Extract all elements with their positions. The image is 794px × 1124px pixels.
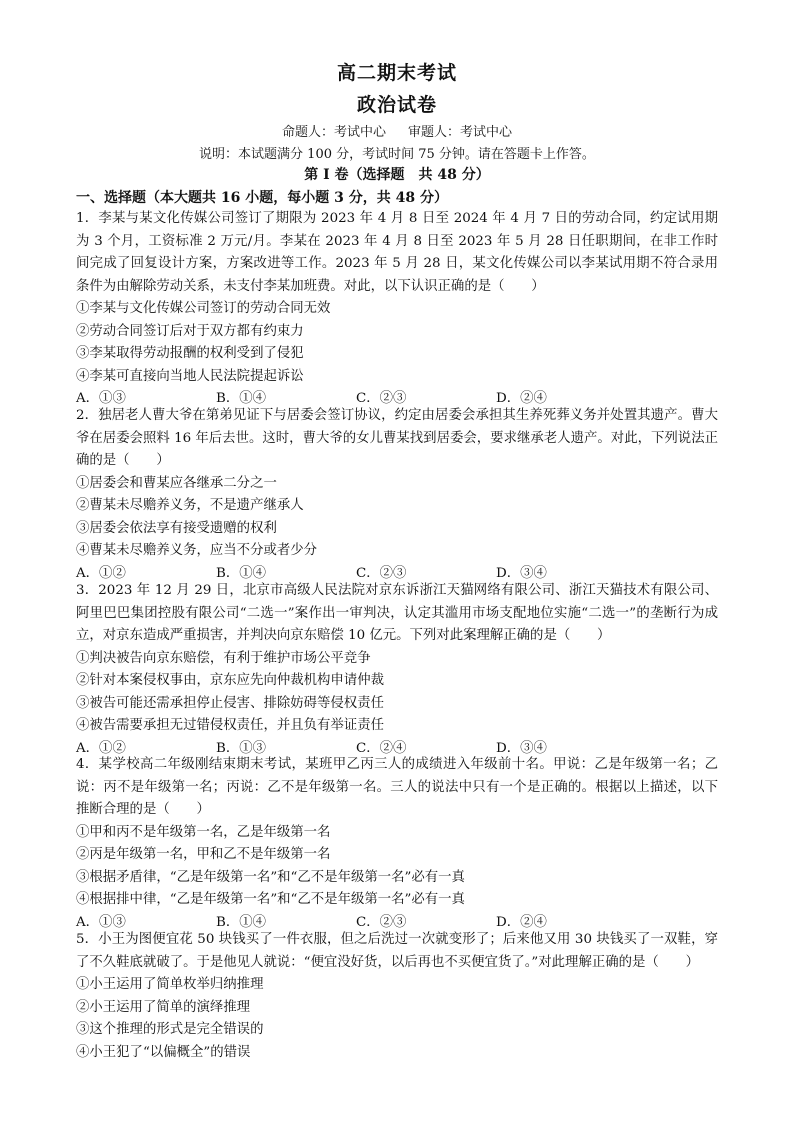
question-stem: 4．某学校高二年级刚结束期末考试，某班甲乙丙三人的成绩进入年级前十名。甲说：乙是年级第一名；乙说：丙不是年级第一名；丙说：乙不是年级第一名。三人的说法中只有一个是正确的。根据以上描述，以下推断合理的是（ ） bbox=[76, 757, 718, 817]
setter-text: 命题人：考试中心 bbox=[281, 125, 386, 140]
statement: ④根据排中律，“乙是年级第一名”和“乙不是年级第一名”必有一真 bbox=[76, 892, 465, 907]
option-b: B．①④ bbox=[216, 391, 267, 406]
option-b: B．①③ bbox=[216, 740, 267, 756]
statement: ④被告需要承担无过错侵权责任，并且负有举证责任 bbox=[76, 718, 384, 733]
statement: ③李某取得劳动报酬的权利受到了侵犯 bbox=[76, 346, 304, 361]
option-d: D．②④ bbox=[496, 391, 547, 406]
statement: ②曹某未尽赡养义务，不是遗产继承人 bbox=[76, 498, 304, 513]
section-heading: 一、选择题（本大题共 16 小题，每小题 3 分，共 48 分） bbox=[76, 190, 448, 206]
exam-title: 高二期末考试 bbox=[336, 62, 457, 84]
question-stem: 3．2023 年 12 月 29 日，北京市高级人民法院对京东诉浙江天猫网络有限公司、浙江天猫技术有限公司、阿里巴巴集团控股有限公司“二选一”案作出一审判决，认定其滥用市场支配地位实施“二选一”的垄断行为成立，对京东造成严重损害，并判决向京东赔偿 10 亿元。下列对此案理解正确的是（ ） bbox=[76, 583, 718, 643]
statement: ③这个推理的形式是完全错误的 bbox=[76, 1022, 264, 1037]
option-a: A．①③ bbox=[76, 391, 126, 406]
question-2 bbox=[76, 405, 718, 585]
question-5 bbox=[76, 929, 718, 1064]
statement: ①李某与文化传媒公司签订的劳动合同无效 bbox=[76, 301, 331, 316]
option-a: A．①② bbox=[76, 740, 126, 756]
statement: ③居委会依法享有接受遗赠的权利 bbox=[76, 520, 277, 536]
statement: ②劳动合同签订后对于双方都有约束力 bbox=[76, 323, 304, 339]
statement: ④小王犯了“以偏概全”的错误 bbox=[76, 1044, 251, 1060]
reviewer-text: 审题人：考试中心 bbox=[408, 125, 513, 140]
author-line bbox=[0, 121, 794, 140]
option-c: C．②③ bbox=[356, 914, 407, 930]
statement: ②丙是年级第一名，甲和乙不是年级第一名 bbox=[76, 847, 331, 862]
question-1 bbox=[76, 208, 718, 411]
statement: ①判决被告向京东赔偿，有利于维护市场公平竞争 bbox=[76, 650, 371, 666]
statement: ②小王运用了简单的演绎推理 bbox=[76, 999, 251, 1015]
option-c: C．②④ bbox=[356, 740, 407, 756]
statement: ③根据矛盾律，“乙是年级第一名”和“乙不是年级第一名”必有一真 bbox=[76, 869, 465, 885]
statement: ②针对本案侵权事由，京东应先向仲裁机构申请仲裁 bbox=[76, 673, 384, 688]
statement: ①甲和丙不是年级第一名，乙是年级第一名 bbox=[76, 824, 331, 840]
exam-note: 说明：本试题满分 100 分，考试时间 75 分钟。请在答题卡上作答。 bbox=[199, 147, 595, 162]
option-d: D．②④ bbox=[496, 914, 547, 930]
statement: ①小王运用了简单枚举归纳推理 bbox=[76, 977, 264, 992]
option-a: A．①② bbox=[76, 565, 126, 581]
option-b: B．①④ bbox=[216, 914, 267, 930]
statement: ④李某可直接向当地人民法院提起诉讼 bbox=[76, 368, 304, 384]
question-stem: 1．李某与某文化传媒公司签订了期限为 2023 年 4 月 8 日至 2024 年 4 月 7 日的劳动合同，约定试用期为 3 个月，工资标准 2 万元/月。李某在 2023 年 4 月 8 日至 2023 年 5 月 28 日任职期间，在非工作时间完成了回复设计方案，方案改进等工作。2023 年 5 月 28 日，某文化传媒公司以李某试用期不符合录用条件为由解除劳动关系，未支付李某加班费。对此，以下认识正确的是（ ） bbox=[76, 211, 718, 294]
option-c: C．②③ bbox=[356, 565, 407, 581]
question-3 bbox=[76, 580, 718, 760]
statement: ④曹某未尽赡养义务，应当不分或者少分 bbox=[76, 543, 318, 558]
question-4 bbox=[76, 754, 718, 934]
option-b: B．①④ bbox=[216, 565, 267, 581]
statement: ③被告可能还需承担停止侵害、排除妨碍等侵权责任 bbox=[76, 695, 384, 711]
part-heading: 第 I 卷（选择题 共 48 分） bbox=[304, 167, 490, 183]
option-c: C．②③ bbox=[356, 391, 407, 406]
option-d: D．③④ bbox=[496, 565, 547, 581]
exam-subtitle: 政治试卷 bbox=[356, 94, 437, 116]
option-a: A．①③ bbox=[76, 914, 126, 930]
option-d: D．③④ bbox=[496, 740, 547, 756]
question-stem: 2．独居老人曹大爷在第弟见证下与居委会签订协议，约定由居委会承担其生养死葬义务并处置其遗产。曹大爷在居委会照料 16 年后去世。这时，曹大爷的女儿曹某找到居委会，要求继承老人遗产。对此，下列说法正确的是（ ） bbox=[76, 408, 718, 468]
question-stem: 5．小王为图便宜花 50 块钱买了一件衣服，但之后洗过一次就变形了；后来他又用 30 块钱买了一双鞋，穿了不久鞋底就破了。于是他见人就说：“便宜没好货，以后再也不买便宜货了。”对此理解正确的是（ ） bbox=[76, 932, 718, 970]
statement: ①居委会和曹某应各继承二分之一 bbox=[76, 475, 277, 491]
